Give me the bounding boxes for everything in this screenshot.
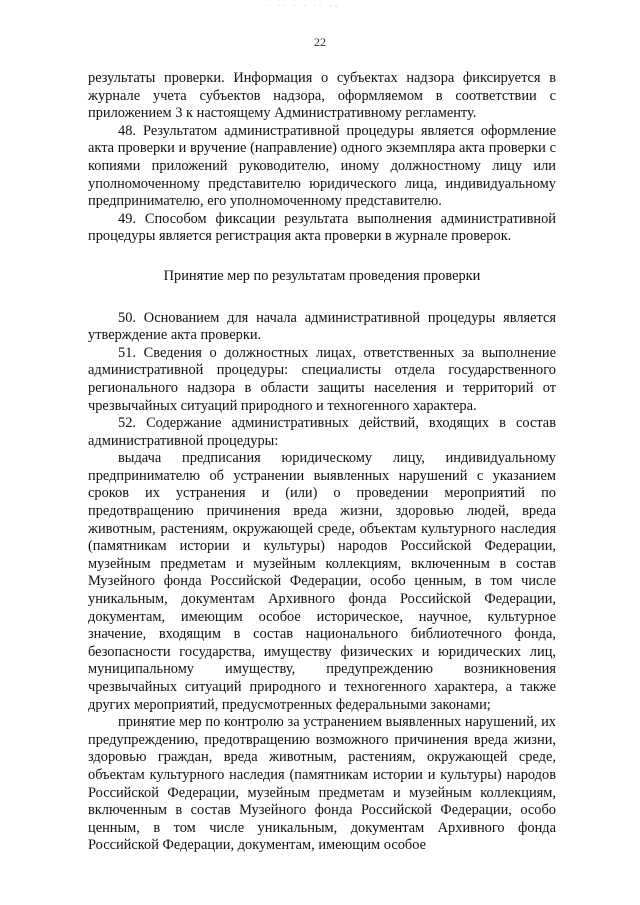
paragraph-51: 51. Сведения о должностных лицах, ответственных за выполнение административной процедуры: специалисты отдела государственного регионального надзора в области защиты населения и территорий от чрезвычайных ситуаций природного и техногенного характера.	[88, 344, 556, 414]
paragraph-control-measures: принятие мер по контролю за устранением выявленных нарушений, их предупреждению, предотвращению возможного причинения вреда жизни, здоровью граждан, вреда животным, растениям, окружающей среде, объектам культурного наследия (памятникам истории и культуры) народов Российской Федерации, музейным предметам и музейным коллекциям, включенным в состав Музейного фонда Российской Федерации, особо ценным, в том числе уникальным, документам Архивного фонда Российской Федерации, документам, имеющим особое	[88, 714, 556, 854]
paragraph-continuation: результаты проверки. Информация о субъектах надзора фиксируется в журнале учета субъектов надзора, оформляемом в соответствии с приложением 3 к настоящему Административному регламенту.	[88, 70, 556, 122]
paragraph-48: 48. Результатом административной процедуры является оформление акта проверки и вручение (направление) одного экземпляра акта проверки с копиями приложений руководителю, иному должностному лицу или уполномоченному представителю юридического лица, индивидуальному предпринимателю, его уполномоченному представителю.	[88, 122, 556, 210]
section-heading: Принятие мер по результатам проведения проверки	[163, 267, 481, 284]
paragraph-52: 52. Содержание административных действий, входящих в состав административной процедуры:	[88, 415, 556, 449]
paragraph-49: 49. Способом фиксации результата выполнения административной процедуры является регистрация акта проверки в журнале проверок.	[88, 210, 556, 245]
page-number: 22	[314, 35, 326, 49]
paragraph-50: 50. Основанием для начала административной процедуры является утверждение акта проверки.	[88, 309, 556, 344]
scan-artifact: · ·· · · ·· ·–	[268, 2, 341, 10]
paragraph-issue-order: выдача предписания юридическому лицу, индивидуальному предпринимателю об устранении выявленных нарушений с указанием сроков их устранения и (или) о проведении мероприятий по предотвращению причинения вреда жизни, здоровью людей, вреда животным, растениям, окружающей среде, объектам культурного наследия (памятникам истории и культуры) народов Российской Федерации, музейным предметам и музейным коллекциям, включенным в состав Музейного фонда Российской Федерации, особо ценным, в том числе уникальным, документам Архивного фонда Российской Федерации, документам, имеющим особое историческое, научное, культурное значение, входящим в состав национального библиотечного фонда, безопасности государства, имуществу физических и юридических лиц, муниципальному имуществу, предупреждению возникновения чрезвычайных ситуаций природного и техногенного характера, а также других мероприятий, предусмотренных федеральными законами;	[88, 450, 556, 713]
document-body	[88, 70, 556, 855]
